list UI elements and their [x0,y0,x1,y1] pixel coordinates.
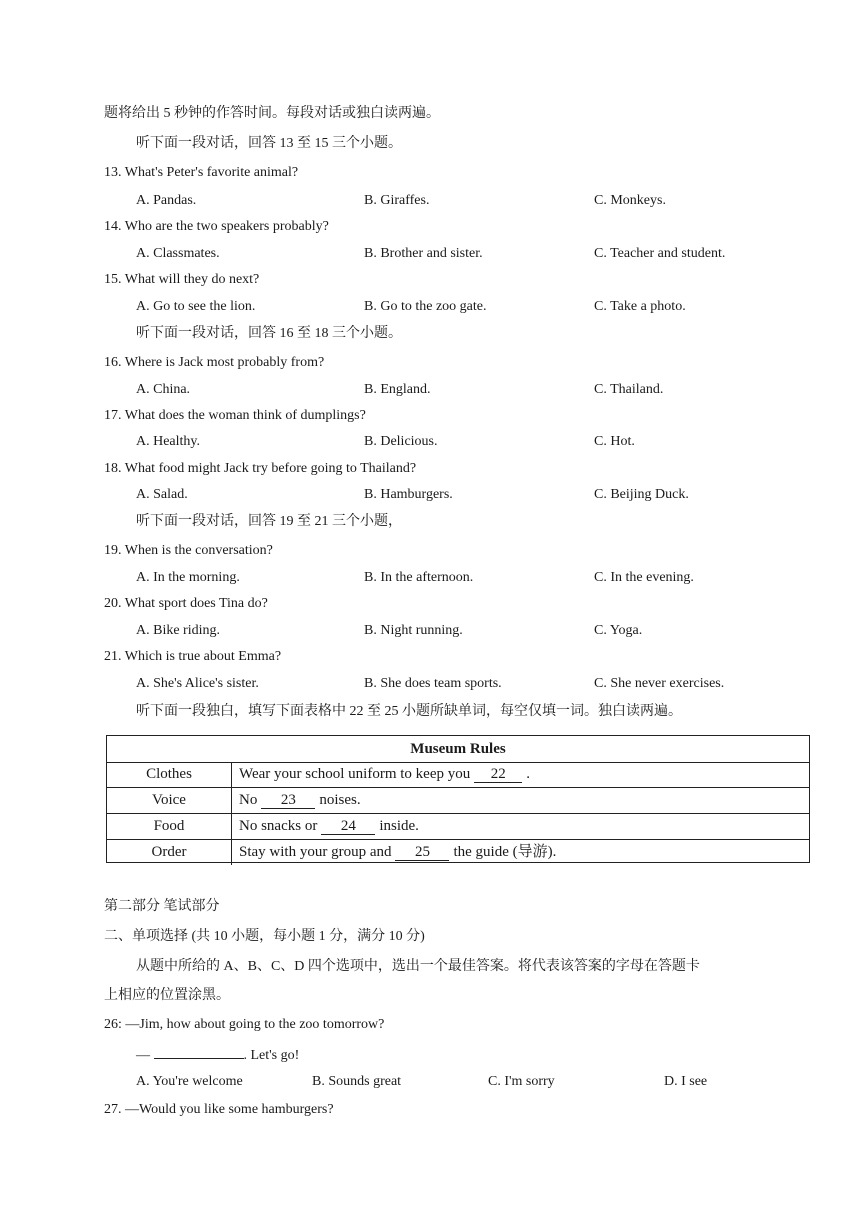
q16-option-a: A. China. [136,382,191,397]
answer-blank-25: 25 [395,845,449,861]
q19-option-c: C. In the evening. [594,570,694,585]
row-text-before: Stay with your group and [239,844,392,860]
table-row [107,788,809,814]
q26-option-a: A. You're welcome [136,1074,243,1089]
table-title: Museum Rules [107,736,809,763]
answer-blank-24: 24 [321,819,375,835]
row-text-before: No [239,792,258,808]
q19-option-a: A. In the morning. [136,570,240,585]
row-text-after: noises. [319,792,361,808]
museum-rules-table [106,735,810,863]
section2-title: 二、单项选择 (共 10 小题，每小题 1 分，满分 10 分) [104,929,425,944]
question-17: 17. What does the woman think of dumplings? [104,408,366,423]
table-row [107,814,809,840]
q26-option-c: C. I'm sorry [488,1074,555,1089]
row-value [239,762,530,787]
part2-title: 第二部分 笔试部分 [104,899,220,914]
row-value [239,840,556,865]
answer-blank-23: 23 [261,793,315,809]
q21-option-c: C. She never exercises. [594,676,725,691]
monologue-instruction: 听下面一段独白，填写下面表格中 22 至 25 小题所缺单词，每空仅填一词。独白读两遍。 [136,704,682,719]
q13-option-c: C. Monkeys. [594,193,666,208]
question-27: 27. —Would you like some hamburgers? [104,1102,334,1117]
section2-instructions-line1: 从题中所给的 A、B、C、D 四个选项中，选出一个最佳答案。将代表该答案的字母在答题卡 [136,959,700,974]
row-key: Order [107,840,232,865]
q26-option-b: B. Sounds great [312,1074,402,1089]
q17-option-b: B. Delicious. [364,434,438,449]
q18-option-b: B. Hamburgers. [364,487,453,502]
question-16: 16. Where is Jack most probably from? [104,355,325,370]
dialog3-instruction: 听下面一段对话，回答 19 至 21 三个小题， [136,514,402,529]
q19-option-b: B. In the afternoon. [364,570,474,585]
intro-text: 题将给出 5 秒钟的作答时间。每段对话或独白读两遍。 [104,106,440,121]
question-14: 14. Who are the two speakers probably? [104,219,329,234]
answer-blank [154,1045,244,1059]
dash: — [136,1048,150,1063]
q18-option-c: C. Beijing Duck. [594,487,689,502]
q15-option-b: B. Go to the zoo gate. [364,299,487,314]
row-key: Clothes [107,762,232,787]
q17-option-a: A. Healthy. [136,434,201,449]
q20-option-a: A. Bike riding. [136,623,220,638]
table-row [107,762,809,788]
q15-option-a: A. Go to see the lion. [136,299,256,314]
question-13: 13. What's Peter's favorite animal? [104,165,299,180]
q14-option-a: A. Classmates. [136,246,220,261]
q21-option-a: A. She's Alice's sister. [136,676,259,691]
q26-response-text: . Let's go! [243,1048,300,1063]
dialog1-instruction: 听下面一段对话，回答 13 至 15 三个小题。 [136,136,402,151]
q13-option-b: B. Giraffes. [364,193,430,208]
question-18: 18. What food might Jack try before going to Thailand? [104,461,417,476]
row-key: Voice [107,788,232,813]
question-15: 15. What will they do next? [104,272,260,287]
q17-option-c: C. Hot. [594,434,635,449]
q13-option-a: A. Pandas. [136,193,197,208]
section2-instructions-line2: 上相应的位置涂黑。 [104,988,230,1003]
q21-option-b: B. She does team sports. [364,676,502,691]
question-26: 26: —Jim, how about going to the zoo tomorrow? [104,1017,385,1032]
row-text-after: the guide (导游). [453,844,557,860]
q26-response-line [136,1045,299,1065]
q14-option-c: C. Teacher and student. [594,246,726,261]
q14-option-b: B. Brother and sister. [364,246,483,261]
q20-option-c: C. Yoga. [594,623,643,638]
question-21: 21. Which is true about Emma? [104,649,282,664]
question-20: 20. What sport does Tina do? [104,596,268,611]
row-value [239,814,419,839]
row-text-after: inside. [379,818,419,834]
q16-option-b: B. England. [364,382,431,397]
row-text-before: Wear your school uniform to keep you [239,766,471,782]
dialog2-instruction: 听下面一段对话，回答 16 至 18 三个小题。 [136,326,402,341]
answer-blank-22: 22 [474,767,522,783]
question-19: 19. When is the conversation? [104,543,273,558]
row-value [239,788,361,813]
row-text-after: . [526,766,530,782]
row-text-before: No snacks or [239,818,318,834]
q15-option-c: C. Take a photo. [594,299,686,314]
table-row [107,840,809,865]
row-key: Food [107,814,232,839]
q16-option-c: C. Thailand. [594,382,664,397]
q26-option-d: D. I see [664,1074,708,1089]
q18-option-a: A. Salad. [136,487,188,502]
q20-option-b: B. Night running. [364,623,463,638]
